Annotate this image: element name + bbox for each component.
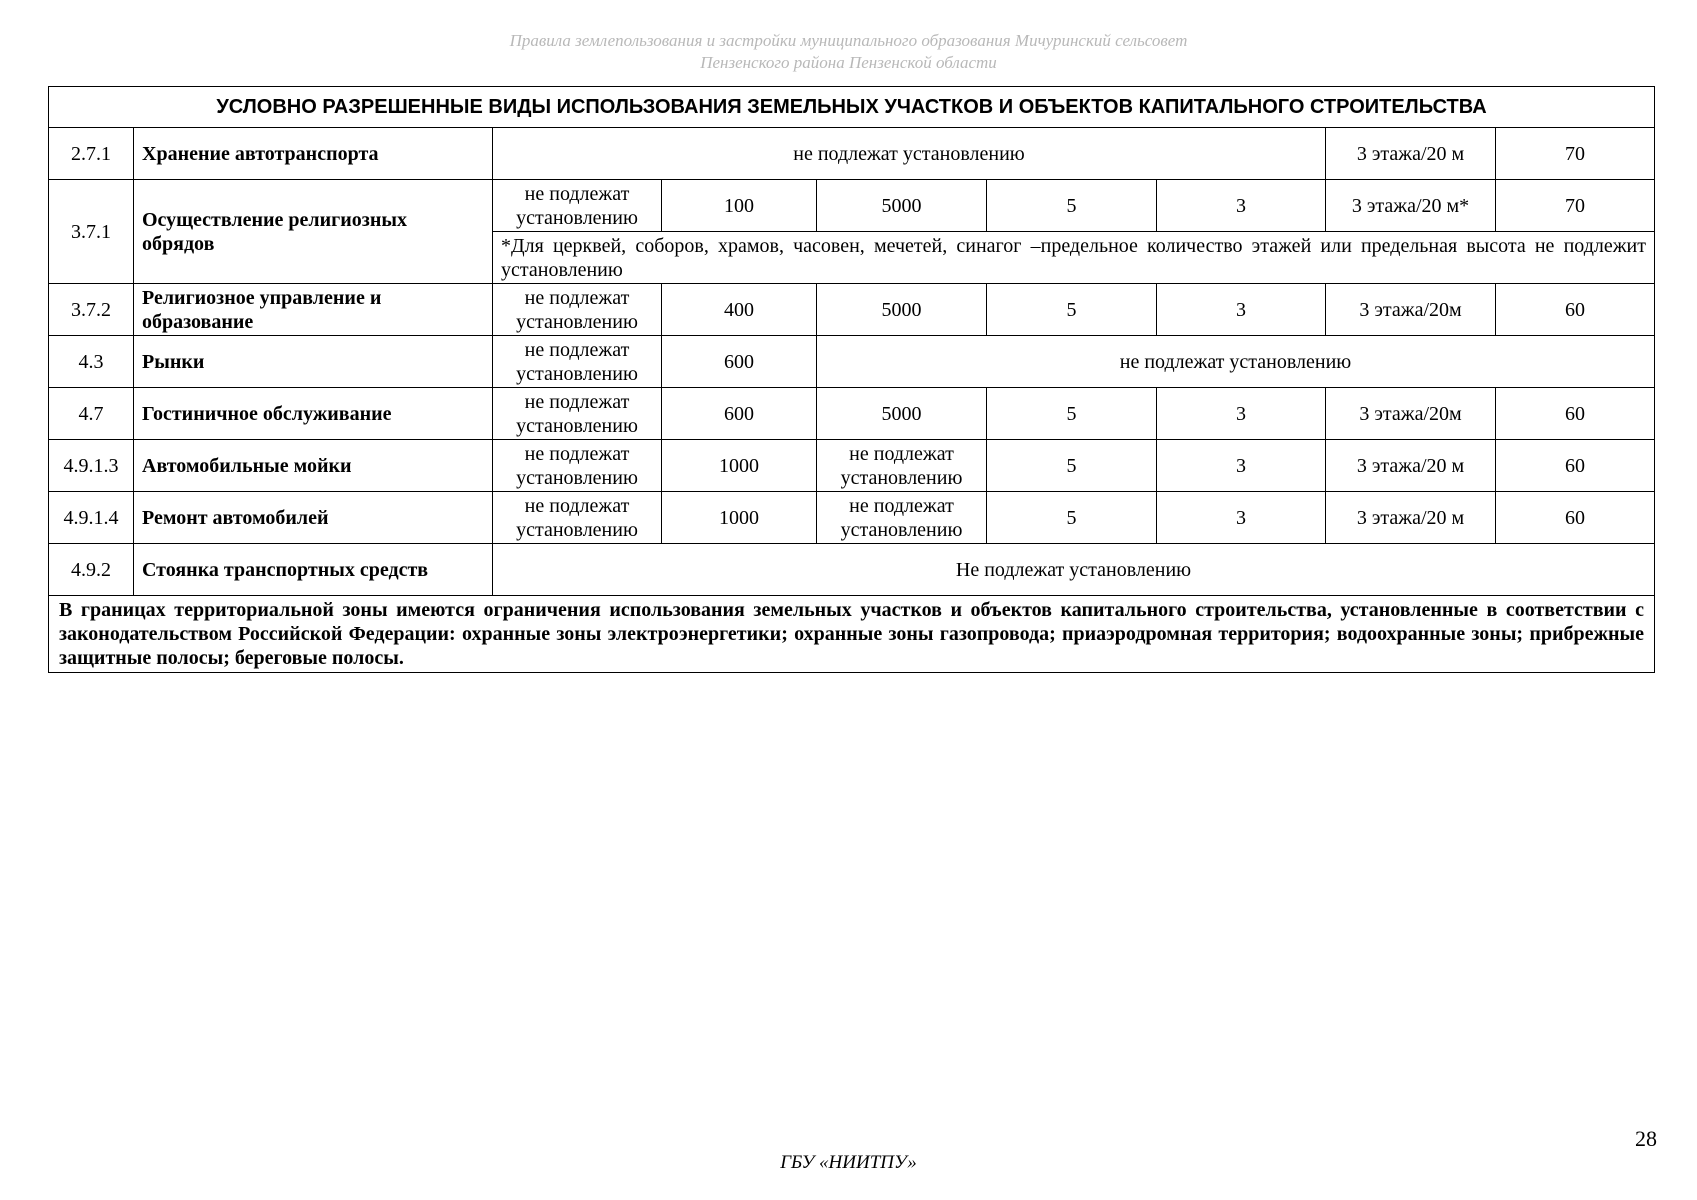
row-min-area: 600 (662, 336, 817, 388)
row-floors: 3 этажа/20м (1326, 388, 1496, 440)
row-min-area: 100 (662, 180, 817, 232)
row-name: Осуществление религиозных обрядов (134, 180, 493, 284)
row-code: 4.7 (49, 388, 134, 440)
table-row (49, 284, 1655, 336)
row-code: 4.9.1.4 (49, 492, 134, 544)
row-setback-1: 5 (987, 284, 1157, 336)
row-merged-value: Не подлежат установлению (493, 544, 1655, 596)
row-max-area: не подлежат установлению (817, 440, 987, 492)
row-max-area: не подлежат установлению (817, 492, 987, 544)
row-min-width: не подлежат установлению (493, 388, 662, 440)
row-max-area: 5000 (817, 284, 987, 336)
row-code: 4.9.2 (49, 544, 134, 596)
table-row (49, 440, 1655, 492)
row-min-width: не подлежат установлению (493, 284, 662, 336)
row-floors: 3 этажа/20 м (1326, 128, 1496, 180)
row-setback-1: 5 (987, 440, 1157, 492)
row-code: 3.7.2 (49, 284, 134, 336)
table-row (49, 492, 1655, 544)
row-name: Стоянка транспортных средств (134, 544, 493, 596)
row-min-width: не подлежат установлению (493, 440, 662, 492)
running-footer: ГБУ «НИИТПУ» (780, 1152, 917, 1173)
restrictions-text: В границах территориальной зоны имеются ограничения использования земельных участков и объектов капитального строительства, установленные в соответствии с законодательством Российской Федерации: охранные зоны электроэнергетики; охранные зоны газопровода; приаэродромная территория; водоохранные зоны; прибрежные защитные полосы; береговые полосы. (49, 596, 1655, 673)
row-min-width: не подлежат установлению (493, 180, 662, 232)
row-min-area: 1000 (662, 492, 817, 544)
row-coverage: 70 (1496, 180, 1655, 232)
row-min-area: 1000 (662, 440, 817, 492)
row-coverage: 60 (1496, 388, 1655, 440)
row-code: 4.9.1.3 (49, 440, 134, 492)
row-setback-1: 5 (987, 492, 1157, 544)
restrictions-row (49, 596, 1655, 673)
table-row (49, 544, 1655, 596)
row-name: Гостиничное обслуживание (134, 388, 493, 440)
row-min-area: 400 (662, 284, 817, 336)
row-max-area: 5000 (817, 180, 987, 232)
table-row (49, 128, 1655, 180)
row-code: 4.3 (49, 336, 134, 388)
row-coverage: 60 (1496, 440, 1655, 492)
row-coverage: 60 (1496, 492, 1655, 544)
table-row (49, 336, 1655, 388)
row-name: Религиозное управление и образование (134, 284, 493, 336)
row-coverage: 60 (1496, 284, 1655, 336)
row-setback-2: 3 (1157, 388, 1326, 440)
row-floors: 3 этажа/20 м (1326, 492, 1496, 544)
row-name: Рынки (134, 336, 493, 388)
table-title-row (49, 87, 1655, 128)
table-title: УСЛОВНО РАЗРЕШЕННЫЕ ВИДЫ ИСПОЛЬЗОВАНИЯ ЗЕМЕЛЬНЫХ УЧАСТКОВ И ОБЪЕКТОВ КАПИТАЛЬНОГО СТРОИТЕЛЬСТВА (49, 87, 1655, 128)
row-merged-value: не подлежат установлению (817, 336, 1655, 388)
table-row (49, 180, 1655, 232)
row-footnote: *Для церквей, соборов, храмов, часовен, мечетей, синагог –предельное количество этажей или предельная высота не подлежит установлению (493, 232, 1655, 284)
row-coverage: 70 (1496, 128, 1655, 180)
row-name: Автомобильные мойки (134, 440, 493, 492)
row-floors: 3 этажа/20 м (1326, 440, 1496, 492)
running-header-line-1: Правила землепользования и застройки муниципального образования Мичуринский сельсовет (509, 31, 1188, 50)
page-number: 28 (1635, 1126, 1657, 1151)
row-setback-1: 5 (987, 180, 1157, 232)
row-setback-2: 3 (1157, 440, 1326, 492)
regulations-table (48, 86, 1655, 673)
row-floors: 3 этажа/20м (1326, 284, 1496, 336)
row-floors: 3 этажа/20 м* (1326, 180, 1496, 232)
row-min-area: 600 (662, 388, 817, 440)
running-header-line-2: Пензенского района Пензенской области (700, 53, 997, 72)
row-name: Ремонт автомобилей (134, 492, 493, 544)
running-header (0, 30, 1697, 74)
row-code: 3.7.1 (49, 180, 134, 284)
row-setback-2: 3 (1157, 180, 1326, 232)
row-name: Хранение автотранспорта (134, 128, 493, 180)
row-min-width: не подлежат установлению (493, 492, 662, 544)
row-setback-2: 3 (1157, 284, 1326, 336)
row-min-width: не подлежат установлению (493, 336, 662, 388)
row-setback-1: 5 (987, 388, 1157, 440)
row-merged-value: не подлежат установлению (493, 128, 1326, 180)
row-max-area: 5000 (817, 388, 987, 440)
row-code: 2.7.1 (49, 128, 134, 180)
row-setback-2: 3 (1157, 492, 1326, 544)
table-row (49, 388, 1655, 440)
